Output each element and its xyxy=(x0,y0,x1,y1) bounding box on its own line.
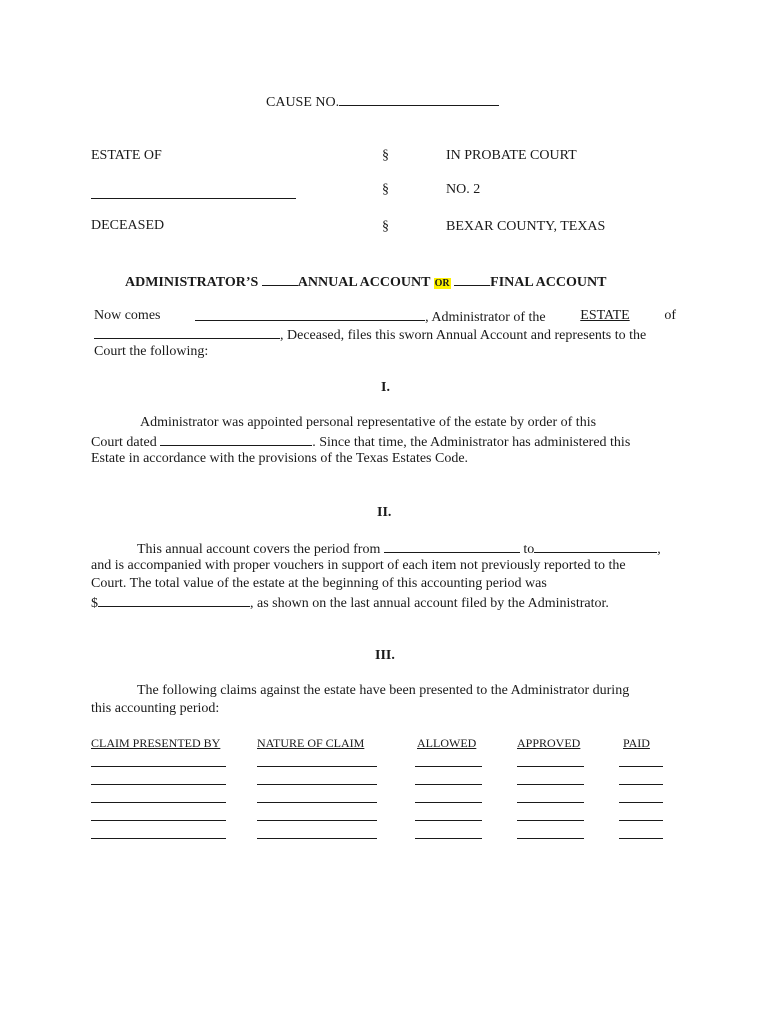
claim-presented-by-field[interactable] xyxy=(91,838,226,839)
intro-line2 xyxy=(94,326,646,344)
period-to: to xyxy=(523,542,535,557)
section2-heading: II. xyxy=(377,505,392,520)
dollar-sign: $ xyxy=(91,596,98,611)
section3-heading: III. xyxy=(375,648,395,663)
allowed-field[interactable] xyxy=(415,784,482,785)
paid-field[interactable] xyxy=(619,802,663,803)
claim-presented-by-field[interactable] xyxy=(91,766,226,767)
column-paid: PAID xyxy=(623,736,650,750)
estate-word: ESTATE xyxy=(580,308,630,323)
column-allowed: ALLOWED xyxy=(417,736,477,750)
as-shown: , as shown on the last annual account filed by the Administrator. xyxy=(250,596,609,611)
section-symbol: § xyxy=(382,148,389,163)
since-that-time: . Since that time, the Administrator has administered this xyxy=(312,435,631,450)
section1-heading: I. xyxy=(381,380,390,395)
estate-name-field[interactable] xyxy=(94,326,280,339)
cause-number-field[interactable] xyxy=(339,93,499,106)
approved-field[interactable] xyxy=(517,838,584,839)
section3-line1: The following claims against the estate have been presented to the Administrator during xyxy=(137,683,630,698)
column-approved: APPROVED xyxy=(517,736,581,750)
nature-of-claim-field[interactable] xyxy=(257,802,377,803)
allowed-field[interactable] xyxy=(415,766,482,767)
paid-field[interactable] xyxy=(619,820,663,821)
nature-of-claim-field[interactable] xyxy=(257,784,377,785)
administrator-name-field[interactable] xyxy=(195,308,425,321)
deceased-files: , Deceased, files this sworn Annual Account and represents to the xyxy=(280,328,647,343)
paid-field[interactable] xyxy=(619,766,663,767)
approved-field[interactable] xyxy=(517,820,584,821)
court-line3: BEXAR COUNTY, TEXAS xyxy=(446,219,606,234)
now-comes: Now comes xyxy=(94,308,161,323)
estate-value-field[interactable] xyxy=(98,594,250,607)
column-claim-presented-by: CLAIM PRESENTED BY xyxy=(91,736,221,750)
deceased-name-field[interactable] xyxy=(91,198,296,199)
title-final: FINAL ACCOUNT xyxy=(490,275,607,290)
column-nature-of-claim: NATURE OF CLAIM xyxy=(257,736,365,750)
section-symbol: § xyxy=(382,182,389,197)
period-start-field[interactable] xyxy=(384,540,520,553)
of-word: of xyxy=(664,308,676,323)
allowed-field[interactable] xyxy=(415,820,482,821)
section2-line2: and is accompanied with proper vouchers in support of each item not previously reported to the xyxy=(91,558,626,573)
claim-presented-by-field[interactable] xyxy=(91,802,226,803)
approved-field[interactable] xyxy=(517,784,584,785)
claim-presented-by-field[interactable] xyxy=(91,820,226,821)
period-from: This annual account covers the period from xyxy=(137,542,381,557)
administrator-of-the: , Administrator of the xyxy=(425,310,546,325)
section1-line3: Estate in accordance with the provisions of the Texas Estates Code. xyxy=(91,451,469,466)
approved-field[interactable] xyxy=(517,766,584,767)
allowed-field[interactable] xyxy=(415,838,482,839)
section-symbol: § xyxy=(382,219,389,234)
claim-presented-by-field[interactable] xyxy=(91,784,226,785)
court-line1: IN PROBATE COURT xyxy=(446,148,577,163)
or-highlight: OR xyxy=(434,278,450,289)
section1-line2 xyxy=(91,433,630,451)
paid-field[interactable] xyxy=(619,838,663,839)
section2-line3: Court. The total value of the estate at the beginning of this accounting period was xyxy=(91,576,547,591)
nature-of-claim-field[interactable] xyxy=(257,838,377,839)
nature-of-claim-field[interactable] xyxy=(257,820,377,821)
paid-field[interactable] xyxy=(619,784,663,785)
intro-line3: Court the following: xyxy=(94,344,209,359)
section1-line1: Administrator was appointed personal representative of the estate by order of this xyxy=(140,415,597,430)
cause-number xyxy=(266,93,499,111)
nature-of-claim-field[interactable] xyxy=(257,766,377,767)
deceased-label: DECEASED xyxy=(91,218,165,233)
approved-field[interactable] xyxy=(517,802,584,803)
court-date-field[interactable] xyxy=(160,433,312,446)
allowed-field[interactable] xyxy=(415,802,482,803)
court-line2: NO. 2 xyxy=(446,182,481,197)
estate-of-label: ESTATE OF xyxy=(91,148,162,163)
final-checkbox-field[interactable] xyxy=(454,273,490,286)
annual-checkbox-field[interactable] xyxy=(262,273,298,286)
section2-line1 xyxy=(137,540,661,558)
court-dated: Court dated xyxy=(91,435,157,450)
title-annual: ANNUAL ACCOUNT xyxy=(297,275,431,290)
comma: , xyxy=(657,542,661,557)
cause-label: CAUSE NO. xyxy=(266,95,340,110)
period-end-field[interactable] xyxy=(534,540,657,553)
document-title xyxy=(125,273,606,291)
title-prefix: ADMINISTRATOR’S xyxy=(125,275,259,290)
section2-line4 xyxy=(91,594,609,612)
intro-line1 xyxy=(94,308,676,326)
section3-line2: this accounting period: xyxy=(91,701,220,716)
